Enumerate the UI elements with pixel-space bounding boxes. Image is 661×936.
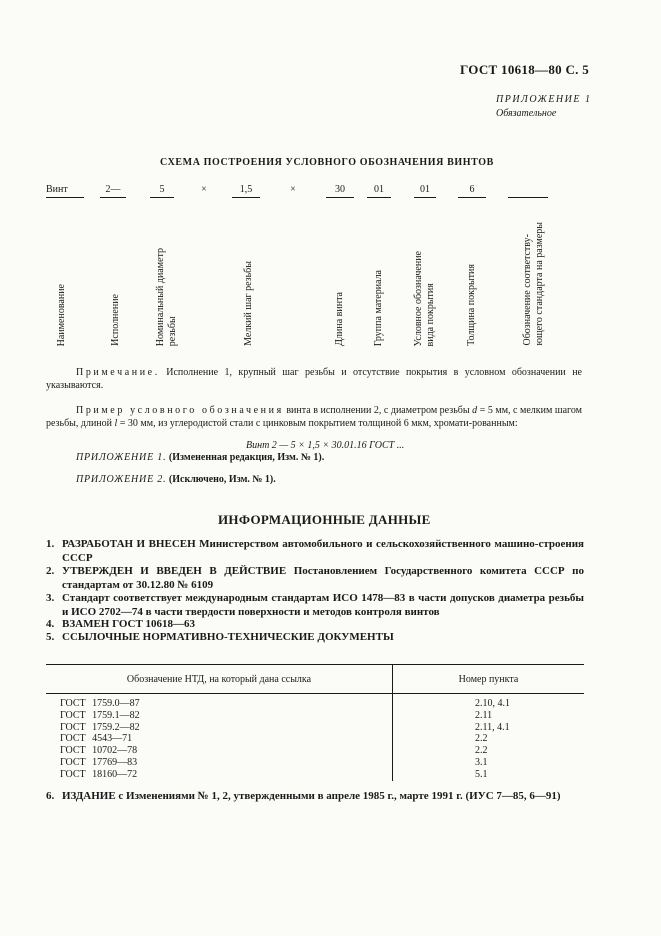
label-name: Наименование [56, 283, 67, 346]
table-row: ГОСТ 10702—78 2.2 [46, 745, 584, 757]
table-row: ГОСТ 17769—83 3.1 [46, 757, 584, 769]
example-formula: Винт 2 — 5 × 1,5 × 30.01.16 ГОСТ ... [246, 440, 405, 451]
token-multiply: × [201, 184, 207, 195]
reference-table [46, 664, 584, 781]
token-multiply: × [290, 184, 296, 195]
label-coating-designation: Условное обозначение вида покрытия [413, 250, 436, 346]
table-row: ГОСТ 18160—72 5.1 [46, 769, 584, 781]
appendix-status: Обязательное [496, 108, 557, 119]
table-row: ГОСТ 1759.2—82 2.11, 4.1 [46, 722, 584, 734]
table-row: ГОСТ 1759.0—87 2.10, 4.1 [46, 694, 584, 710]
token-material-group: 01 [367, 184, 391, 198]
appendix-2-note: ПРИЛОЖЕНИЕ 2. (Исключено, Изм. № 1). [76, 474, 276, 485]
info-item: 5. ССЫЛОЧНЫЕ НОРМАТИВНО-ТЕХНИЧЕСКИЕ ДОКУМЕНТЫ [46, 631, 394, 643]
label-standard-reference: Обозначение соответству- ющего стандарта на размеры [522, 222, 545, 346]
note-paragraph: Примечание. Исполнение 1, крупный шаг резьбы и отсутствие покрытия в условном обозначении не указываются. [46, 367, 582, 391]
label-screw-length: Длина винта [334, 292, 345, 346]
table-header: Номер пункта [393, 665, 585, 694]
token-pitch: 1,5 [232, 184, 260, 198]
label-nominal-diameter: Номинальный диаметр резьбы [155, 247, 178, 346]
label-coating-thickness: Толщина покрытия [466, 264, 477, 346]
info-item: 2. УТВЕРЖДЕН И ВВЕДЕН В ДЕЙСТВИЕ Постановлением Государственного комитета СССР по стандартам от 30.12.80 № 6109 [46, 565, 584, 591]
label-version: Исполнение [110, 294, 121, 346]
info-title: ИНФОРМАЦИОННЫЕ ДАННЫЕ [218, 512, 431, 527]
example-paragraph: Пример условного обозначения винта в исполнении 2, с диаметром резьбы d = 5 мм, с мелким шагом резьбы, длиной l = 30 мм, из углеродистой стали с цинковым покрытием толщиной 6 мкм, хромати-рованным: [46, 405, 582, 429]
table-row: ГОСТ 4543—71 2.2 [46, 733, 584, 745]
info-item: 6. ИЗДАНИЕ с Изменениями № 1, 2, утвержденными в апреле 1985 г., марте 1991 г. (ИУС 7—85, 6—91) [46, 790, 561, 802]
token-coating-thickness: 6 [458, 184, 486, 198]
appendix-label: ПРИЛОЖЕНИЕ 1 [496, 94, 592, 105]
info-item: 4. ВЗАМЕН ГОСТ 10618—63 [46, 618, 196, 630]
token-diameter: 5 [150, 184, 174, 198]
page-header: ГОСТ 10618—80 С. 5 [460, 62, 590, 77]
table-header: Обозначение НТД, на который дана ссылка [46, 665, 393, 694]
token-version: 2— [100, 184, 126, 198]
token-coating-type: 01 [414, 184, 436, 198]
label-material-group: Группа материала [373, 269, 384, 346]
token-length: 30 [326, 184, 354, 198]
scheme-title: СХЕМА ПОСТРОЕНИЯ УСЛОВНОГО ОБОЗНАЧЕНИЯ ВИНТОВ [160, 157, 494, 168]
label-fine-pitch: Мелкий шаг резьбы [243, 261, 254, 346]
appendix-1-note: ПРИЛОЖЕНИЕ 1. (Измененная редакция, Изм. № 1). [76, 452, 325, 463]
info-item: 3. Стандарт соответствует международным стандартам ИСО 1478—83 в части допусков диаметра резьбы и ИСО 2702—74 в части твердости поверхности и методов контроля винтов [46, 592, 584, 618]
table-row: ГОСТ 1759.1—82 2.11 [46, 710, 584, 722]
info-item: 1. РАЗРАБОТАН И ВНЕСЕН Министерством автомобильного и сельскохозяйственного машино-строения СССР [46, 538, 584, 564]
token-name: Винт [46, 184, 84, 198]
